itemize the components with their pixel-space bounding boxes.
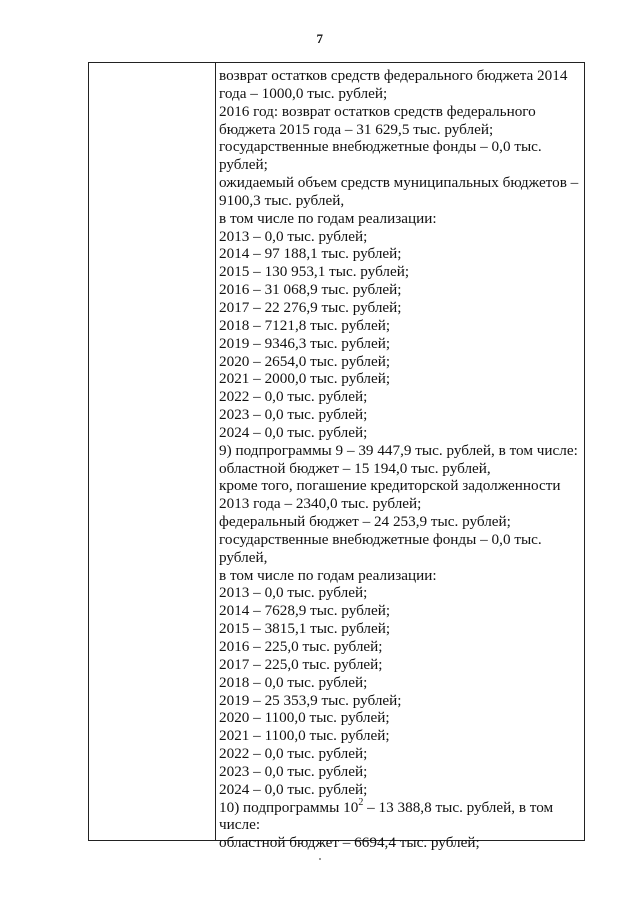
text-line: 2022 – 0,0 тыс. рублей; xyxy=(219,388,368,406)
scan-dot xyxy=(319,858,321,860)
text-line: 2024 – 0,0 тыс. рублей; xyxy=(219,780,368,798)
text-line: числе: xyxy=(219,816,261,834)
text-line: 2013 года – 2340,0 тыс. рублей; xyxy=(219,495,422,513)
text-line: государственные внебюджетные фонды – 0,0 тыс. xyxy=(219,530,542,548)
text-line: бюджета 2015 года – 31 629,5 тыс. рублей; xyxy=(219,120,494,138)
text-line: 2016 – 31 068,9 тыс. рублей; xyxy=(219,281,402,299)
text-line: в том числе по годам реализации: xyxy=(219,209,437,227)
text-line: 2018 – 7121,8 тыс. рублей; xyxy=(219,316,391,334)
text-line: федеральный бюджет – 24 253,9 тыс. рублей; xyxy=(219,513,511,531)
subprogram-10-line xyxy=(219,796,581,817)
text-line: 2014 – 97 188,1 тыс. рублей; xyxy=(219,245,402,263)
table-cell-funding-text xyxy=(219,67,581,852)
text-line: в том числе по годам реализации: xyxy=(219,566,437,584)
text-line: 2019 – 9346,3 тыс. рублей; xyxy=(219,334,391,352)
text-line: 2020 – 1100,0 тыс. рублей; xyxy=(219,709,390,727)
text-line: 2013 – 0,0 тыс. рублей; xyxy=(219,584,368,602)
text-line: 2019 – 25 353,9 тыс. рублей; xyxy=(219,691,402,709)
text-line: 2022 – 0,0 тыс. рублей; xyxy=(219,745,368,763)
text-line: 2015 – 130 953,1 тыс. рублей; xyxy=(219,263,410,281)
text-line: возврат остатков средств федерального бюджета 2014 xyxy=(219,67,568,84)
text-line: 2013 – 0,0 тыс. рублей; xyxy=(219,227,368,245)
text-line: областной бюджет – 15 194,0 тыс. рублей, xyxy=(219,459,491,477)
text-line: 2020 – 2654,0 тыс. рублей; xyxy=(219,352,391,370)
page-number: 7 xyxy=(316,31,324,46)
text-line: 2014 – 7628,9 тыс. рублей; xyxy=(219,602,391,620)
text-line: 2018 – 0,0 тыс. рублей; xyxy=(219,673,368,691)
text-line: 9100,3 тыс. рублей, xyxy=(219,191,345,209)
text-line: 2023 – 0,0 тыс. рублей; xyxy=(219,406,368,424)
text-line: кроме того, погашение кредиторской задолженности xyxy=(219,477,561,495)
subprogram-10-prefix: 10) подпрограммы 10 xyxy=(219,798,359,816)
text-line: 2017 – 225,0 тыс. рублей; xyxy=(219,655,383,673)
text-line: 9) подпрограммы 9 – 39 447,9 тыс. рублей, в том числе: xyxy=(219,441,578,459)
text-line: 2021 – 1100,0 тыс. рублей; xyxy=(219,727,390,745)
text-line: 2021 – 2000,0 тыс. рублей; xyxy=(219,370,391,388)
text-line: 2016 – 225,0 тыс. рублей; xyxy=(219,638,383,655)
text-line: 2024 – 0,0 тыс. рублей; xyxy=(219,423,368,441)
text-line: рублей; xyxy=(219,156,268,174)
subprogram-10-suffix: – 13 388,8 тыс. рублей, в том xyxy=(363,798,554,816)
text-line: государственные внебюджетные фонды – 0,0 тыс. xyxy=(219,138,542,156)
text-line: областной бюджет – 6694,4 тыс. рублей; xyxy=(219,834,480,852)
subprogram-10-superscript: 2 xyxy=(358,796,364,808)
text-line: года – 1000,0 тыс. рублей; xyxy=(219,84,388,102)
text-line: 2016 год: возврат остатков средств федерального xyxy=(219,102,536,120)
budget-table xyxy=(88,62,585,852)
text-line: ожидаемый объем средств муниципальных бюджетов – xyxy=(219,174,579,192)
text-line: 2017 – 22 276,9 тыс. рублей; xyxy=(219,298,402,316)
text-line: рублей, xyxy=(219,548,268,566)
table-column-divider xyxy=(215,63,216,840)
text-line: 2015 – 3815,1 тыс. рублей; xyxy=(219,620,391,638)
text-line: 2023 – 0,0 тыс. рублей; xyxy=(219,762,368,780)
